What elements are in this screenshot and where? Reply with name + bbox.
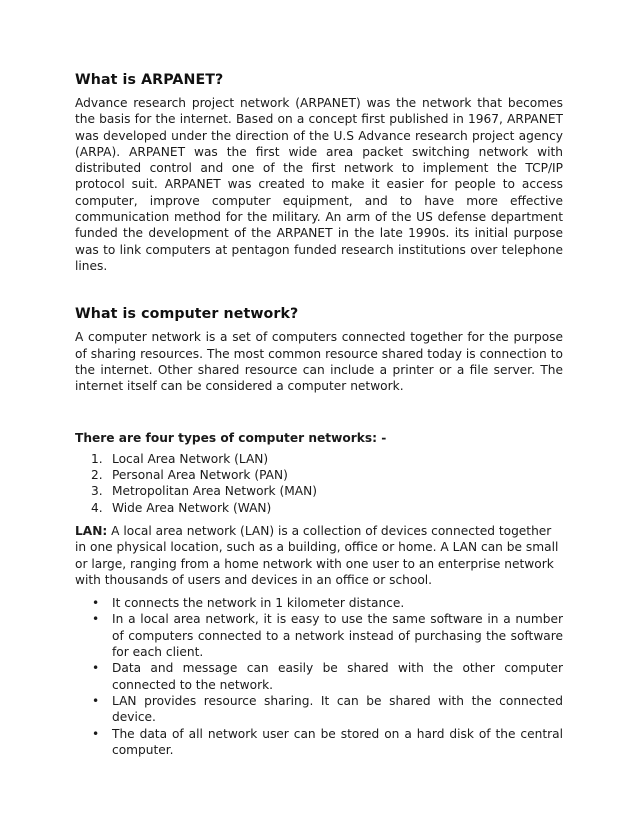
list-item [75, 467, 563, 483]
list-number: 2. [91, 468, 103, 483]
list-item-label: Metropolitan Area Network (MAN) [112, 484, 317, 499]
list-item-text: In a local area network, it is easy to use the same software in a number of computers connected to a network instead of purchasing the software for each client. [112, 612, 563, 660]
list-item-label: Wide Area Network (WAN) [112, 500, 272, 515]
list-item [75, 660, 563, 693]
lan-paragraph [75, 523, 563, 588]
lan-description: A local area network (LAN) is a collection of devices connected together in one physical location, such as a building, office or home. A LAN can be small or large, ranging from a home network with one user to an enterprise network with thousands of users and devices in an office or school. [75, 523, 559, 587]
bullet-icon: • [92, 596, 100, 611]
list-item [75, 693, 563, 726]
list-item [75, 611, 563, 660]
list-item-label: Personal Area Network (PAN) [112, 468, 288, 483]
list-number: 4. [91, 500, 103, 515]
list-item [75, 595, 563, 611]
list-item-text: It connects the network in 1 kilometer distance. [112, 596, 405, 611]
lan-features-list [75, 595, 563, 758]
list-item-text: The data of all network user can be stored on a hard disk of the central computer. [112, 726, 563, 757]
bullet-icon: • [92, 661, 100, 676]
bullet-icon: • [92, 726, 100, 741]
arpanet-paragraph: Advance research project network (ARPANET) was the network that becomes the basis for the internet. Based on a concept first published in 1967, ARPANET was developed under the direction of the U.S Advance research project agency (ARPA). ARPANET was the first wide area packet switching network with distributed control and one of the first network to implement the TCP/IP protocol suit. ARPANET was created to make it easier for people to access computer, improve computer equipment, and to have more effective communication method for the military. An arm of the US defense department funded the development of the ARPANET in the late 1990s. its initial purpose was to link computers at pentagon funded research institutions over telephone lines. [75, 96, 563, 273]
list-item-text: LAN provides resource sharing. It can be shared with the connected device. [112, 693, 563, 725]
list-item [75, 500, 563, 516]
list-item [75, 451, 563, 467]
network-types-heading: There are four types of computer networks: - [75, 431, 387, 446]
bullet-icon: • [92, 693, 100, 708]
network-types-list [75, 451, 563, 516]
lan-label: LAN: [75, 523, 108, 538]
bullet-icon: • [92, 612, 100, 627]
computer-network-heading: What is computer network? [75, 306, 299, 323]
arpanet-heading: What is ARPANET? [75, 72, 224, 88]
list-item-label: Local Area Network (LAN) [112, 451, 269, 466]
computer-network-paragraph: A computer network is a set of computers connected together for the purpose of sharing resources. The most common resource shared today is connection to the internet. Other shared resource can include a printer or a file server. The internet itself can be considered a computer network. [75, 330, 563, 394]
list-number: 1. [91, 451, 103, 466]
list-item [75, 726, 563, 759]
document-page [75, 0, 563, 758]
list-number: 3. [91, 484, 103, 499]
list-item [75, 483, 563, 499]
list-item-text: Data and message can easily be shared with the other computer connected to the network. [112, 661, 563, 692]
